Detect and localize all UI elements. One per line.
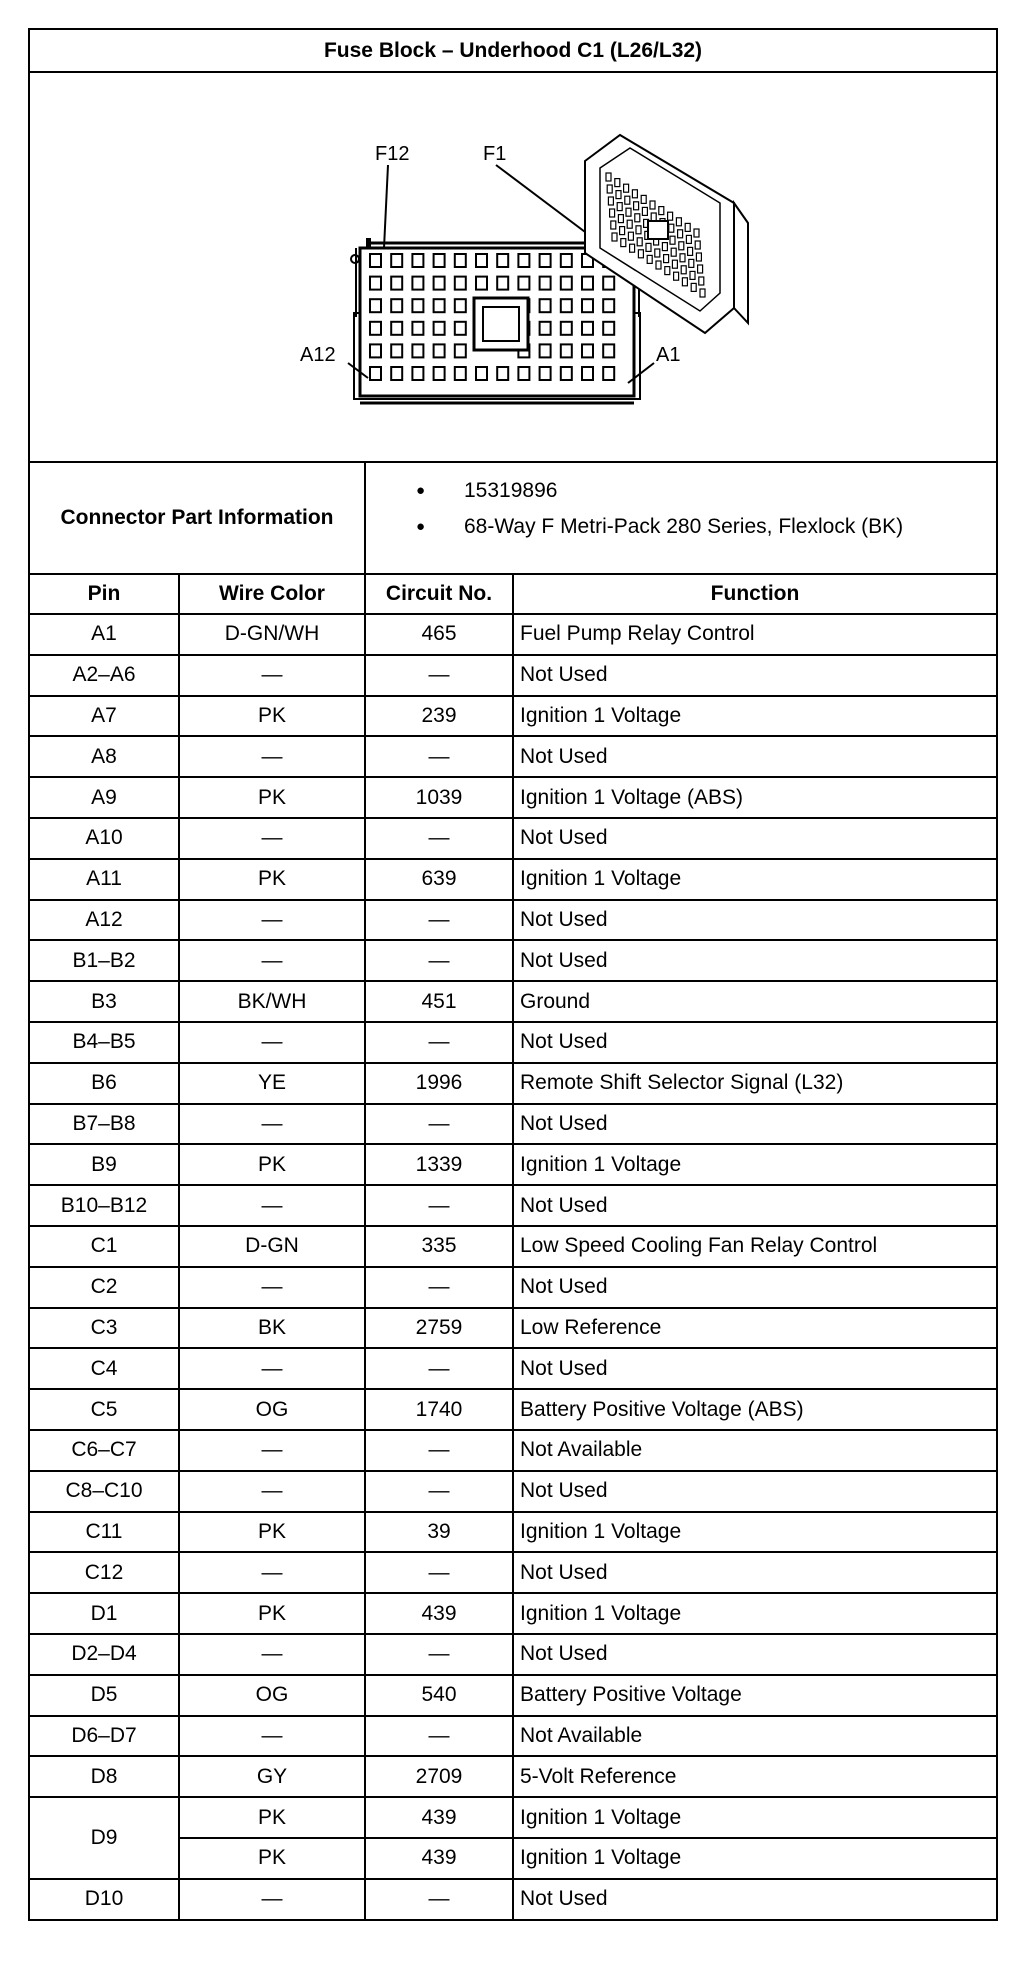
function-cell: Ignition 1 Voltage [513,1144,997,1185]
wire-color-cell: OG [179,1389,365,1430]
table-row [29,1756,997,1797]
pin-cell: C3 [29,1308,179,1349]
function-cell: Ignition 1 Voltage [513,859,997,900]
pin-cell: A7 [29,696,179,737]
pin-cell: B4–B5 [29,1022,179,1063]
wire-color-cell: — [179,1430,365,1471]
circuit-cell: — [365,1716,513,1757]
pin-cell: D6–D7 [29,1716,179,1757]
pin-cell: A10 [29,818,179,859]
pin-cell: D5 [29,1675,179,1716]
pin-cell: C2 [29,1267,179,1308]
header-pin: Pin [29,574,179,614]
circuit-cell: 1740 [365,1389,513,1430]
wire-color-cell: — [179,1716,365,1757]
function-cell: Not Used [513,1185,997,1226]
pin-cell: D10 [29,1879,179,1920]
wire-color-cell: — [179,1022,365,1063]
table-row [29,1512,997,1553]
function-cell: Not Used [513,736,997,777]
table-row [29,1022,997,1063]
table-row [29,1797,997,1838]
wire-color-cell: OG [179,1675,365,1716]
table-row [29,1348,997,1389]
function-cell: Fuel Pump Relay Control [513,614,997,655]
table-row [29,1634,997,1675]
wire-color-cell: — [179,1471,365,1512]
table-row [29,859,997,900]
function-cell: Ground [513,981,997,1022]
circuit-cell: — [365,940,513,981]
wire-color-cell: PK [179,1144,365,1185]
function-cell: Not Used [513,818,997,859]
wire-color-cell: — [179,655,365,696]
table-row [29,1471,997,1512]
wire-color-cell: PK [179,1593,365,1634]
circuit-cell: 2759 [365,1308,513,1349]
pin-cell: B9 [29,1144,179,1185]
circuit-cell: — [365,900,513,941]
header-wire-color: Wire Color [179,574,365,614]
circuit-cell: — [365,1552,513,1593]
table-row [29,655,997,696]
wire-color-cell: YE [179,1063,365,1104]
circuit-cell: — [365,1430,513,1471]
table-row [29,614,997,655]
circuit-cell: — [365,1634,513,1675]
circuit-cell: — [365,1267,513,1308]
label-a1: A1 [656,344,681,366]
table-row [29,900,997,941]
table-row [29,736,997,777]
wire-color-cell: D-GN/WH [179,614,365,655]
table-row [29,1063,997,1104]
table-row [29,1879,997,1920]
table-row [29,818,997,859]
connector-part-info-label: Connector Part Information [29,462,365,574]
table-row [29,1104,997,1145]
function-cell: Battery Positive Voltage [513,1675,997,1716]
function-cell: Not Available [513,1430,997,1471]
wire-color-cell: D-GN [179,1226,365,1267]
connector-sheet [28,28,996,1921]
connector-info-item: ● 68-Way F Metri-Pack 280 Series, Flexlock (BK) [416,509,996,545]
circuit-cell: 639 [365,859,513,900]
connector-info-item: ● 15319896 [416,473,996,509]
pin-cell: C4 [29,1348,179,1389]
wire-color-cell: PK [179,696,365,737]
table-row [29,1593,997,1634]
wire-color-cell: PK [179,1797,365,1838]
wire-color-cell: PK [179,1838,365,1879]
function-cell: 5-Volt Reference [513,1756,997,1797]
wire-color-cell: — [179,1185,365,1226]
table-body [29,614,997,1920]
table-row [29,1430,997,1471]
circuit-cell: 439 [365,1838,513,1879]
pin-cell: C11 [29,1512,179,1553]
pin-cell: B7–B8 [29,1104,179,1145]
circuit-cell: — [365,1104,513,1145]
wire-color-cell: — [179,1348,365,1389]
wire-color-cell: — [179,1634,365,1675]
circuit-cell: — [365,818,513,859]
header-function: Function [513,574,997,614]
table-row [29,1144,997,1185]
circuit-cell: 335 [365,1226,513,1267]
function-cell: Ignition 1 Voltage [513,1838,997,1879]
wire-color-cell: PK [179,1512,365,1553]
circuit-cell: — [365,1185,513,1226]
function-cell: Ignition 1 Voltage [513,696,997,737]
wire-color-cell: — [179,900,365,941]
table-row [29,1716,997,1757]
connector-info-list [416,473,996,545]
wire-color-cell: — [179,1879,365,1920]
wire-color-cell: — [179,818,365,859]
label-f12: F12 [375,143,410,165]
function-cell: Low Reference [513,1308,997,1349]
function-cell: Not Used [513,1348,997,1389]
label-a12: A12 [300,344,336,366]
pin-cell: C5 [29,1389,179,1430]
label-f1: F1 [483,143,507,165]
function-cell: Not Used [513,1634,997,1675]
pin-cell: D9 [29,1797,179,1879]
wire-color-cell: — [179,1552,365,1593]
pin-cell: B3 [29,981,179,1022]
function-cell: Not Used [513,1552,997,1593]
function-cell: Not Used [513,655,997,696]
pin-cell: A8 [29,736,179,777]
function-cell: Not Used [513,1879,997,1920]
pin-cell: A2–A6 [29,655,179,696]
document-title: Fuse Block – Underhood C1 (L26/L32) [29,29,997,72]
table-row [29,1226,997,1267]
circuit-cell: — [365,736,513,777]
pin-cell: D1 [29,1593,179,1634]
wire-color-cell: PK [179,859,365,900]
connector-diagram [30,73,994,461]
table-row [29,777,997,818]
pin-cell: A1 [29,614,179,655]
circuit-cell: 1996 [365,1063,513,1104]
pin-cell: C1 [29,1226,179,1267]
connector-table [28,28,998,1921]
circuit-cell: — [365,1471,513,1512]
circuit-cell: — [365,1022,513,1063]
function-cell: Not Used [513,900,997,941]
pin-cell: A11 [29,859,179,900]
pin-cell: C12 [29,1552,179,1593]
circuit-cell: 439 [365,1593,513,1634]
circuit-cell: — [365,1879,513,1920]
wire-color-cell: — [179,1104,365,1145]
function-cell: Not Used [513,1104,997,1145]
circuit-cell: 465 [365,614,513,655]
function-cell: Ignition 1 Voltage [513,1797,997,1838]
table-row [29,1389,997,1430]
pin-cell: B1–B2 [29,940,179,981]
function-cell: Not Used [513,1471,997,1512]
table-row [29,940,997,981]
circuit-cell: 2709 [365,1756,513,1797]
table-row [29,1308,997,1349]
function-cell: Battery Positive Voltage (ABS) [513,1389,997,1430]
pin-cell: B10–B12 [29,1185,179,1226]
wire-color-cell: BK/WH [179,981,365,1022]
function-cell: Remote Shift Selector Signal (L32) [513,1063,997,1104]
function-cell: Ignition 1 Voltage [513,1593,997,1634]
circuit-cell: 451 [365,981,513,1022]
circuit-cell: 439 [365,1797,513,1838]
function-cell: Not Used [513,1022,997,1063]
function-cell: Not Available [513,1716,997,1757]
pin-cell: B6 [29,1063,179,1104]
header-circuit: Circuit No. [365,574,513,614]
circuit-cell: 39 [365,1512,513,1553]
table-row [29,981,997,1022]
circuit-cell: 1339 [365,1144,513,1185]
function-cell: Not Used [513,940,997,981]
pin-cell: D2–D4 [29,1634,179,1675]
connector-part-info [365,462,997,574]
table-row [29,1552,997,1593]
circuit-cell: 239 [365,696,513,737]
function-cell: Ignition 1 Voltage (ABS) [513,777,997,818]
connector-illustration [29,72,997,462]
table-row [29,1675,997,1716]
function-cell: Low Speed Cooling Fan Relay Control [513,1226,997,1267]
wire-color-cell: PK [179,777,365,818]
circuit-cell: 540 [365,1675,513,1716]
pin-cell: A9 [29,777,179,818]
circuit-cell: — [365,1348,513,1389]
function-cell: Ignition 1 Voltage [513,1512,997,1553]
table-row [29,1185,997,1226]
wire-color-cell: GY [179,1756,365,1797]
pin-cell: A12 [29,900,179,941]
pin-cell: C8–C10 [29,1471,179,1512]
circuit-cell: 1039 [365,777,513,818]
table-row [29,696,997,737]
wire-color-cell: — [179,736,365,777]
wire-color-cell: BK [179,1308,365,1349]
circuit-cell: — [365,655,513,696]
function-cell: Not Used [513,1267,997,1308]
table-row [29,1267,997,1308]
wire-color-cell: — [179,1267,365,1308]
pin-cell: D8 [29,1756,179,1797]
pin-cell: C6–C7 [29,1430,179,1471]
wire-color-cell: — [179,940,365,981]
